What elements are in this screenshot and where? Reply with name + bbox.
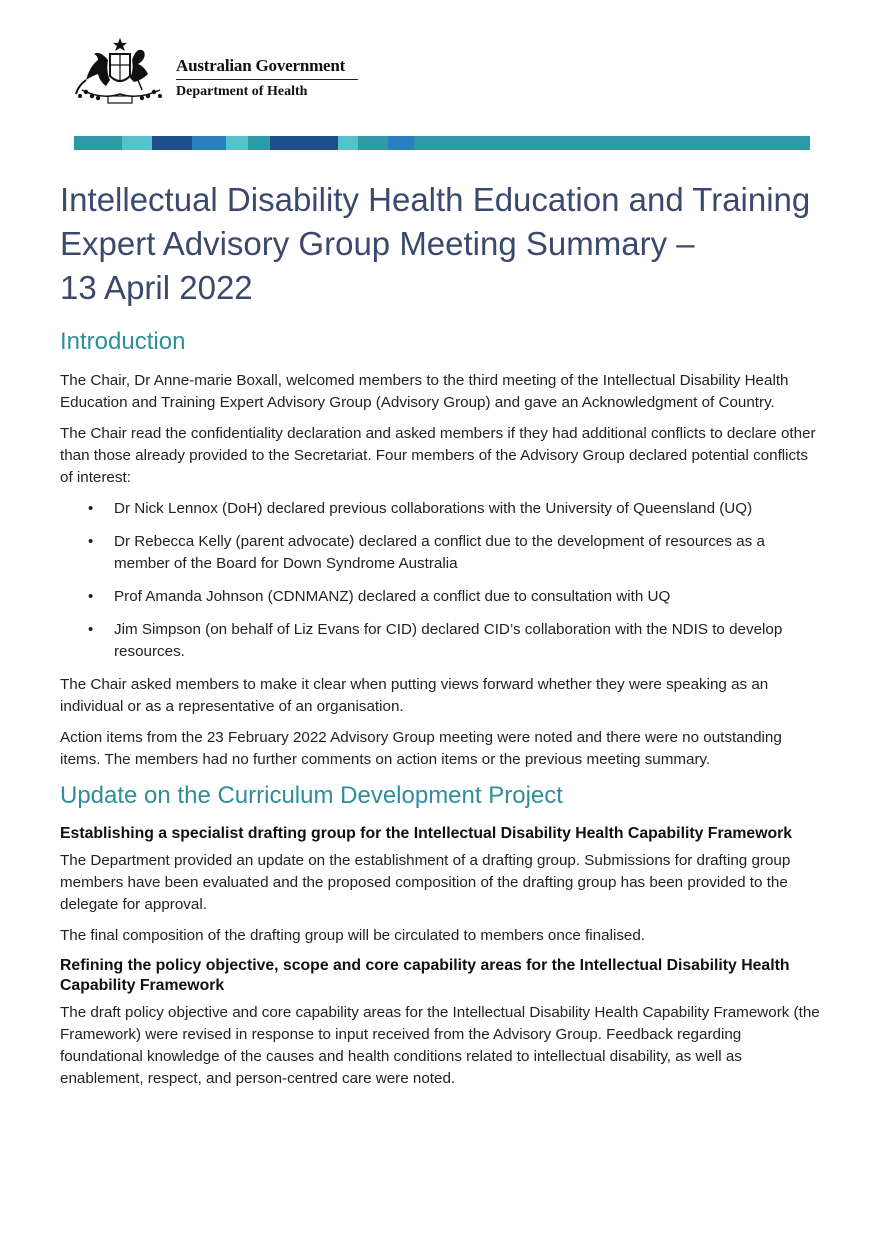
intro-paragraph-3: The Chair asked members to make it clear when putting views forward whether they were speaking as an individual or as a representative of an organisation.: [60, 676, 769, 715]
band-segment: [358, 136, 388, 150]
department-name: Department of Health: [176, 84, 308, 99]
band-segment: [338, 136, 358, 150]
title-line-1: Intellectual Disability Health Education and Training: [60, 181, 811, 218]
list-item-text: Dr Nick Lennox (DoH) declared previous collaborations with the University of Queensland (UQ): [114, 500, 753, 517]
list-item-text: Jim Simpson (on behalf of Liz Evans for CID) declared CID’s collaboration with the NDIS to develop resources.: [114, 621, 783, 660]
bullet-icon: •: [88, 500, 94, 517]
wordmark-rule: [176, 79, 358, 80]
coat-of-arms-icon: [72, 36, 168, 108]
band-segment: [152, 136, 192, 150]
document-body: [60, 326, 824, 1099]
policy-objective-paragraph: The draft policy objective and core capability areas for the Intellectual Disability Health Capability Framework (the Framework) were revised in response to input received from the Advisory Group. Feedback regarding foundational knowledge of the causes and health conditions related to intellectual disability, as well as enablement, respect, and person-centred care were noted.: [60, 1004, 820, 1087]
bullet-icon: •: [88, 588, 94, 605]
band-segment: [304, 136, 338, 150]
introduction-heading: Introduction: [60, 328, 186, 355]
band-segment: [122, 136, 152, 150]
drafting-group-paragraph-2: The final composition of the drafting group will be circulated to members once finalised.: [60, 927, 646, 944]
page-title: [60, 178, 830, 310]
band-segment: [388, 136, 414, 150]
band-segment: [192, 136, 226, 150]
title-line-3: 13 April 2022: [60, 269, 253, 306]
intro-paragraph-1: The Chair, Dr Anne-marie Boxall, welcomed members to the third meeting of the Intellectual Disability Health Education and Training Expert Advisory Group (Advisory Group) and gave an Acknowledgment of Country.: [60, 372, 789, 411]
government-logo: [72, 36, 372, 112]
list-item-text: Prof Amanda Johnson (CDNMANZ) declared a conflict due to consultation with UQ: [114, 588, 671, 605]
band-segment: [248, 136, 270, 150]
intro-paragraph-4: Action items from the 23 February 2022 Advisory Group meeting were noted and there were no outstanding items. The members had no further comments on action items or the previous meeting summary.: [60, 729, 782, 768]
band-segment: [270, 136, 304, 150]
band-segment: [226, 136, 248, 150]
intro-paragraph-2: The Chair read the confidentiality declaration and asked members if they had additional conflicts to declare other than those already provided to the Secretariat. Four members of the Advisory Group declared potential conflicts of interest:: [60, 425, 816, 486]
band-segment: [564, 136, 810, 150]
band-segment: [414, 136, 564, 150]
bullet-icon: •: [88, 533, 94, 550]
update-heading: Update on the Curriculum Development Project: [60, 782, 563, 809]
drafting-group-paragraph-1: The Department provided an update on the establishment of a drafting group. Submissions for drafting group members have been evaluated and the proposed composition of the drafting group has been provided to the delegate for approval.: [60, 852, 791, 913]
list-item-text: Dr Rebecca Kelly (parent advocate) declared a conflict due to the development of resources as a member of the Board for Down Syndrome Australia: [114, 533, 765, 572]
bullet-icon: •: [88, 621, 94, 638]
list-item: [60, 531, 824, 575]
list-item: [60, 619, 824, 663]
list-item: [60, 586, 824, 608]
government-wordmark: [176, 56, 358, 100]
policy-objective-heading: Refining the policy objective, scope and core capability areas for the Intellectual Disability Health Capability Framework: [60, 957, 790, 994]
drafting-group-heading: Establishing a specialist drafting group for the Intellectual Disability Health Capability Framework: [60, 825, 793, 842]
colour-band: [74, 136, 810, 150]
band-segment: [74, 136, 122, 150]
list-item: [60, 498, 824, 520]
conflicts-list: [60, 498, 824, 663]
government-name: Australian Government: [176, 56, 346, 75]
title-line-2: Expert Advisory Group Meeting Summary –: [60, 225, 695, 262]
